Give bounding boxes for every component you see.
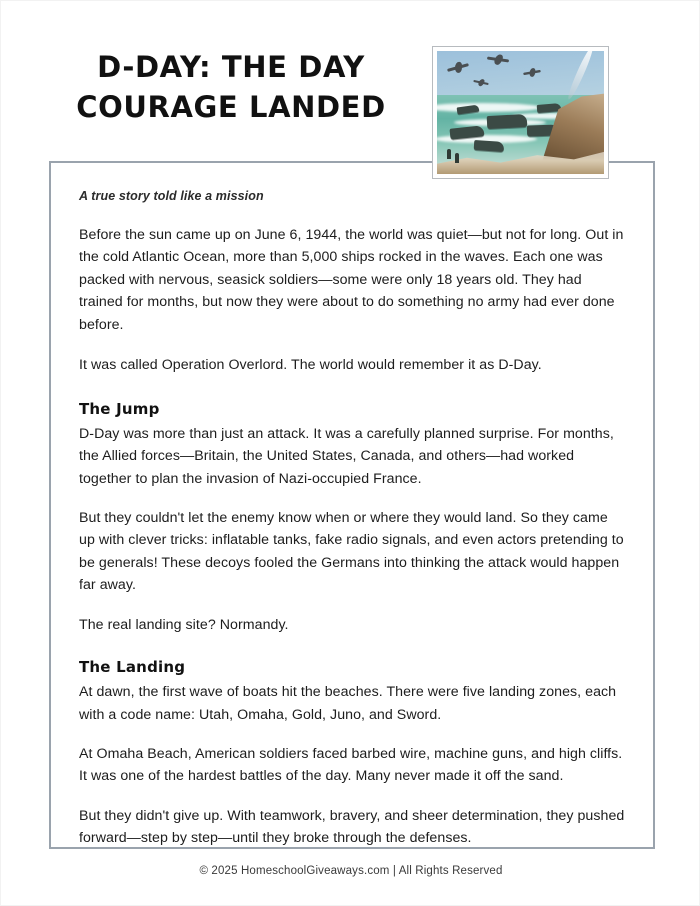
page-title-line-1: D-DAY: THE DAY [97,50,365,84]
dday-illustration-frame [432,46,609,179]
section-the-landing-paragraph-1: At dawn, the first wave of boats hit the beaches. There were five landing zones, each with a code name: Utah, Omaha, Gold, Juno, and Sword. [79,684,617,723]
illustration-soldier [447,149,451,159]
footer-copyright: © 2025 HomeschoolGiveaways.com | All Rights Reserved [199,865,503,877]
section-the-jump-paragraph-1: D-Day was more than just an attack. It was a carefully planned surprise. For months, the Allied forces—Britain, the United States, Canada, and others—had worked together to plan the invasion of Nazi-occupied France. [79,425,614,487]
section-the-jump-paragraph-3: The real landing site? Normandy. [79,616,289,633]
section-the-jump-paragraph-2: But they couldn't let the enemy know when or where they would land. So they came up with clever tricks: inflatable tanks, fake radio signals, and even actors pretending to be generals! These decoys fooled the Germans into thinking the attack would happen far away. [79,509,624,594]
illustration-landing-craft [487,114,528,129]
page-title-line-2: COURAGE LANDED [76,90,386,125]
operation-paragraph: It was called Operation Overlord. The world would remember it as D-Day. [79,357,542,374]
illustration-surf [437,103,541,112]
page-footer [1,865,700,877]
article-content [79,189,625,867]
section-the-landing-paragraph-3: But they didn't give up. With teamwork, bravery, and sheer determination, they pushed forward—step by step—until they broke through the defenses. [79,807,625,847]
section-heading-the-landing: The Landing [79,658,186,677]
section-the-landing-paragraph-2: At Omaha Beach, American soldiers faced barbed wire, machine guns, and high cliffs. It was one of the hardest battles of the day. Many never made it off the sand. [79,746,623,785]
page-title [31,47,431,127]
dday-landing-illustration [437,51,604,174]
illustration-soldier [455,153,459,163]
section-heading-the-jump: The Jump [79,399,160,418]
intro-paragraph: Before the sun came up on June 6, 1944, the world was quiet—but not for long. Out in the cold Atlantic Ocean, more than 5,000 ships rocked in the waves. Each one was packed with nervous, seasick soldiers—some were only 18 years old. They had trained for months, but now they were about to do something no army had ever done before. [79,227,624,333]
article-subtitle: A true story told like a mission [79,189,264,203]
illustration-landing-craft [473,140,504,152]
